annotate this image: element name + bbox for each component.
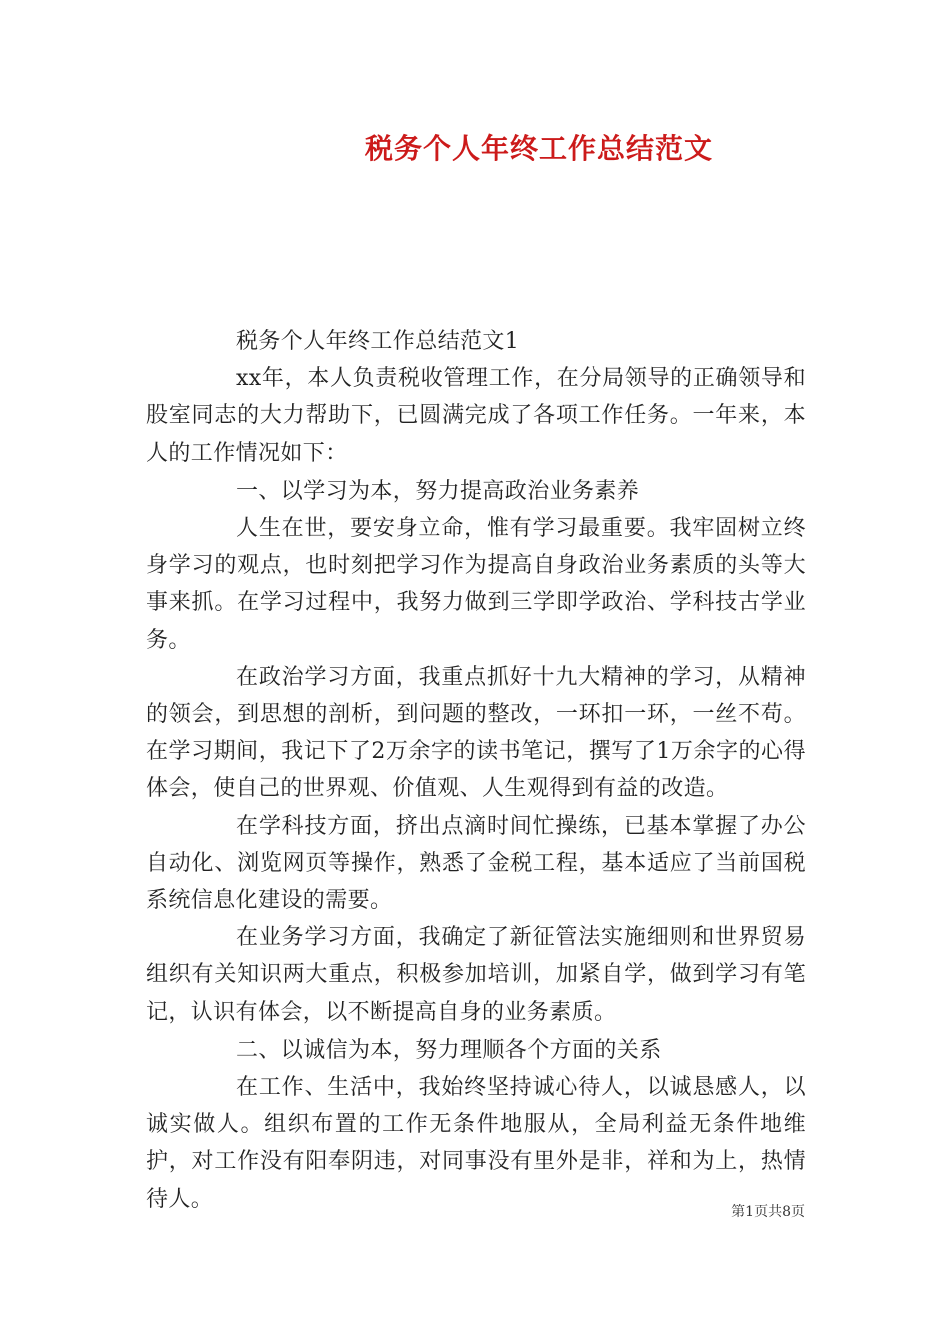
paragraph: 在业务学习方面，我确定了新征管法实施细则和世界贸易组织有关知识两大重点，积极参加培训，加紧自学，做到学习有笔记，认识有体会，以不断提高自身的业务素质。	[146, 925, 806, 1025]
section-heading-1: 一、以学习为本，努力提高政治业务素养	[236, 478, 640, 504]
section-heading-2: 二、以诚信为本，努力理顺各个方面的关系	[236, 1037, 662, 1063]
document-title: 税务个人年终工作总结范文	[364, 132, 713, 165]
paragraph: 在政治学习方面，我重点抓好十九大精神的学习，从精神的领会，到思想的剖析，到问题的整改，一环扣一环，一丝不苟。在学习期间，我记下了2万余字的读书笔记，撰写了1万余字的心得体会，使自己的世界观、价值观、人生观得到有益的改造。	[146, 664, 806, 802]
paragraph: 在工作、生活中，我始终坚持诚心待人，以诚恳感人，以诚实做人。组织布置的工作无条件地服从，全局利益无条件地维护，对工作没有阳奉阴违，对同事没有里外是非，祥和为上，热情待人。	[146, 1075, 806, 1212]
document-body	[146, 322, 806, 1218]
page-number: 第1页共8页	[731, 1204, 805, 1220]
document-subtitle: 税务个人年终工作总结范文1	[236, 329, 520, 354]
paragraph-intro: xx年，本人负责税收管理工作，在分局领导的正确领导和股室同志的大力帮助下，已圆满完成了各项工作任务。一年来，本人的工作情况如下：	[146, 366, 806, 466]
paragraph: 人生在世，要安身立命，惟有学习最重要。我牢固树立终身学习的观点，也时刻把学习作为提高自身政治业务素质的头等大事来抓。在学习过程中，我努力做到三学即学政治、学科技古学业务。	[146, 516, 806, 653]
paragraph: 在学科技方面，挤出点滴时间忙操练，已基本掌握了办公自动化、浏览网页等操作，熟悉了金税工程，基本适应了当前国税系统信息化建设的需要。	[146, 813, 806, 914]
